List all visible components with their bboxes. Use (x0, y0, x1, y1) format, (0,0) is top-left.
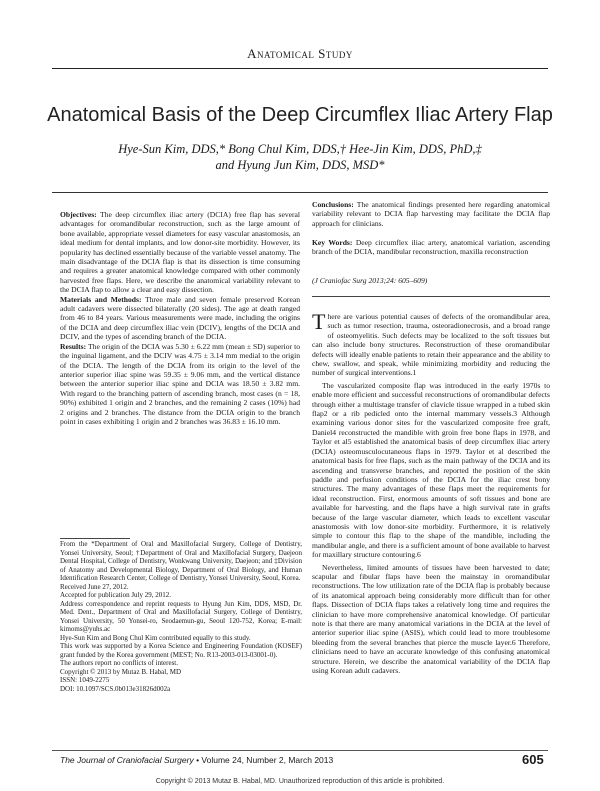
abstract-end-rule (312, 296, 550, 297)
footnote-affiliations: From the *Department of Oral and Maxillofacial Surgery, College of Dentistry, Yonsei University, Seoul; †Department of Oral and Maxillofacial Surgery, Daejeon Dental Hospital, College of Dentistry, Wonkwang University, Daejeon; and ‡Division of Anatomy and Developmental Biology, Department of Oral Biology, and Human Identification Research Center, College of Dentistry, Yonsei University, Seoul, Korea. (60, 540, 302, 582)
results-label: Results: (60, 341, 87, 351)
body-text (312, 309, 550, 678)
author-list (40, 141, 560, 173)
body-paragraph-2: The vascularized composite flap was introduced in the early 1970s to enable more efficient and successful reconstructions of oromandibular defects through either a multistage transfer of clavicle tissue wrapped in a tubed skin flap2 or a rib pedicled onto the internal mammary vessels.3 Although examining various donor sites for the vascularized composite free graft, Daniel4 reconstructed the mandible with groin free bone flaps in 1978, and Taylor et al5 established the anatomical basis of deep circumflex iliac artery (DCIA) osteomusculocutaneous flaps in 1979. Taylor et al described the anatomical basis for free flaps, such as the main pathway of the DCIA and its ascending and transverse branches, and reported the position of the skin paddle and perfusion conditions of the DCIA for the iliac crest bony structures. The many advantages of these flaps meet the requirements for ideal reconstruction. First, enormous amounts of soft tissues and bone are available for harvesting, and the flaps have a high survival rate in grafts because of the large vascular diameter, which leads to excellent vascular anastomosis with low donor-site morbidity. Furthermore, it is relatively simple to contour this flap to the shape of the mandible, including the mandibular angle, and there is a sufficient amount of bone available to harvest for maxillary structure contouring.6 (312, 380, 550, 560)
methods-label: Materials and Methods: (60, 294, 142, 304)
issue-info: • Volume 24, Number 2, March 2013 (193, 755, 334, 765)
section-label: Anatomical Study (247, 46, 353, 61)
abstract-objectives (60, 210, 300, 295)
footer-rule (52, 750, 548, 751)
conclusions-text: The anatomical findings presented here regarding anatomical variability relevant to DCIA flap harvesting may facilitate the DCIA flap approach for clinicians. (312, 200, 550, 228)
methods-text: Three male and seven female preserved Korean adult cadavers were dissected bilaterally (20 sides). The age at death ranged from 46 to 84 years. Various measurements were made, including the origins of the DCIA and deep circumflex iliac vein (DCIV), lengths of the DCIA and DCIV, and the types of ascending branch of the DCIA. (60, 294, 300, 342)
keywords-label: Key Words: (312, 238, 353, 247)
conclusions-label: Conclusions: (312, 200, 354, 209)
authors-line-1: Hye-Sun Kim, DDS,* Bong Chul Kim, DDS,† Hee-Jin Kim, DDS, PhD,‡ (118, 142, 482, 156)
footnote-issn: ISSN: 1049-2275 (60, 676, 110, 684)
footnote-accepted: Accepted for publication July 29, 2012. (60, 591, 172, 599)
body-paragraph-1 (312, 309, 550, 378)
footnote-equal-contribution: Hye-Sun Kim and Bong Chul Kim contributed equally to this study. (60, 633, 251, 642)
objectives-text: The deep circumflex iliac artery (DCIA) free flap has several advantages for oromandibular reconstruction, such as the large amount of bone available, appropriate vessel diameters for easy vascular anastomosis, an ideal medium for dental implants, and low donor-site morbidity. However, its popularity has declined essentially because of the variable vessel anatomy. The main disadvantage of the DCIA flap is that its dissection is time consuming and requires a greater anatomical knowledge compared with other commonly harvested free flaps. Here, we describe the anatomical variability relevant to the DCIA flap to allow a clear and easy dissection. (60, 210, 300, 295)
footnote-rule (60, 538, 130, 539)
footnote-copyright: Copyright © 2013 by Mutaz B. Habal, MD (60, 667, 182, 676)
drop-cap: T (312, 309, 326, 334)
copyright-notice: Copyright © 2013 Mutaz B. Habal, MD. Unauthorized reproduction of this article is prohibited. (155, 778, 445, 785)
abstract-results (60, 342, 300, 427)
authors-line-2: and Hyung Jun Kim, DDS, MSD* (215, 158, 385, 172)
footnote-support: This work was supported by a Korea Science and Engineering Foundation (KOSEF) grant funded by the Korea government (MEST; No. R13-2003-013-03001-0). (60, 642, 302, 659)
footnote-doi: DOI: 10.1097/SCS.0b013e31826d002a (60, 684, 171, 693)
header-rule (52, 68, 548, 69)
abstract-conclusions (312, 200, 550, 228)
keywords-text: Deep circumflex iliac artery, anatomical variation, ascending branch of the DCIA, mandibular reconstruction, maxilla reconstruction (312, 238, 550, 257)
title-rule (52, 192, 548, 193)
footnote-received: Received June 27, 2012. (60, 582, 129, 591)
footnotes (60, 540, 302, 693)
running-footer (60, 755, 333, 765)
objectives-label: Objectives: (60, 210, 97, 219)
abstract (60, 210, 300, 426)
abstract-methods (60, 295, 300, 342)
footnote-correspondence: Address correspondence and reprint requests to Hyung Jun Kim, DDS, MSD, Dr. Med. Dent., Department of Oral and Maxillofacial Surgery, College of Dentistry, Yonsei University, 50 Yonsei-ro, Seodaemun-gu, Seoul 120-752, Korea; E-mail: kimoms@yuhs.ac (60, 599, 302, 633)
results-text: The origin of the DCIA was 5.30 ± 6.22 mm (mean ± SD) superior to the inguinal ligament, and the DCIV was 4.75 ± 3.14 mm medial to the origin of the DCIA. The length of the DCIA from its origin to the level of the anterior superior iliac spine was 59.35 ± 9.06 mm, and the vertical distance between the anterior superior iliac spine and DCIA was 18.50 ± 3.82 mm. With regard to the branching pattern of ascending branch, most cases (n = 18, 90%) exhibited 1 origin and 2 branches, and the remaining 2 cases (10%) had 2 origins and 2 branches. The distance from the DCIA origin to the branch point in cases exhibiting 1 origin and 2 branches was 36.83 ± 16.10 mm. (60, 341, 301, 426)
footnote-conflicts: The authors report no conflicts of interest. (60, 659, 178, 667)
citation: (J Craniofac Surg 2013;24: 605–609) (312, 276, 428, 285)
page-number: 605 (522, 752, 544, 767)
keywords (312, 238, 550, 257)
body-paragraph-3: Nevertheless, limited amounts of tissues have been harvested to date; scapular and fibular flaps have been the mainstay in oromandibular reconstructions. The low utilization rate of the DCIA flap is probably because of its anatomical approach being considerably more difficult than for other flaps. Dissection of DCIA flaps takes a relatively long time and requires the clinician to have more comprehensive anatomical knowledge. Of particular note is that there are many anatomical variations in the DCIA at the level of anterior superior iliac spine (ASIS), which could lead to more troublesome bleeding from the several branches that pierce the muscle layer.6 Therefore, clinicians need to have an accurate knowledge of this confusing anatomical structure. Herein, we describe the anatomical variability of the DCIA flap using Korean adult cadavers. (312, 562, 550, 676)
journal-name: The Journal of Craniofacial Surgery (60, 755, 194, 765)
article-title: Anatomical Basis of the Deep Circumflex Iliac Artery Flap (47, 104, 553, 126)
body-paragraph-1-text: here are various potential causes of defects of the oromandibular area, such as tumor resection, trauma, osteoradionecrosis, and a broad range of osteomyelitis. Such defects may be localized to the soft tissues but can also include bony structures. Reconstruction of these oromandibular defects will ideally enable patients to retain their appearance and the ability to chew, swallow, and speak, while minimizing morbidity and reducing the number of surgical interventions.1 (312, 312, 550, 378)
